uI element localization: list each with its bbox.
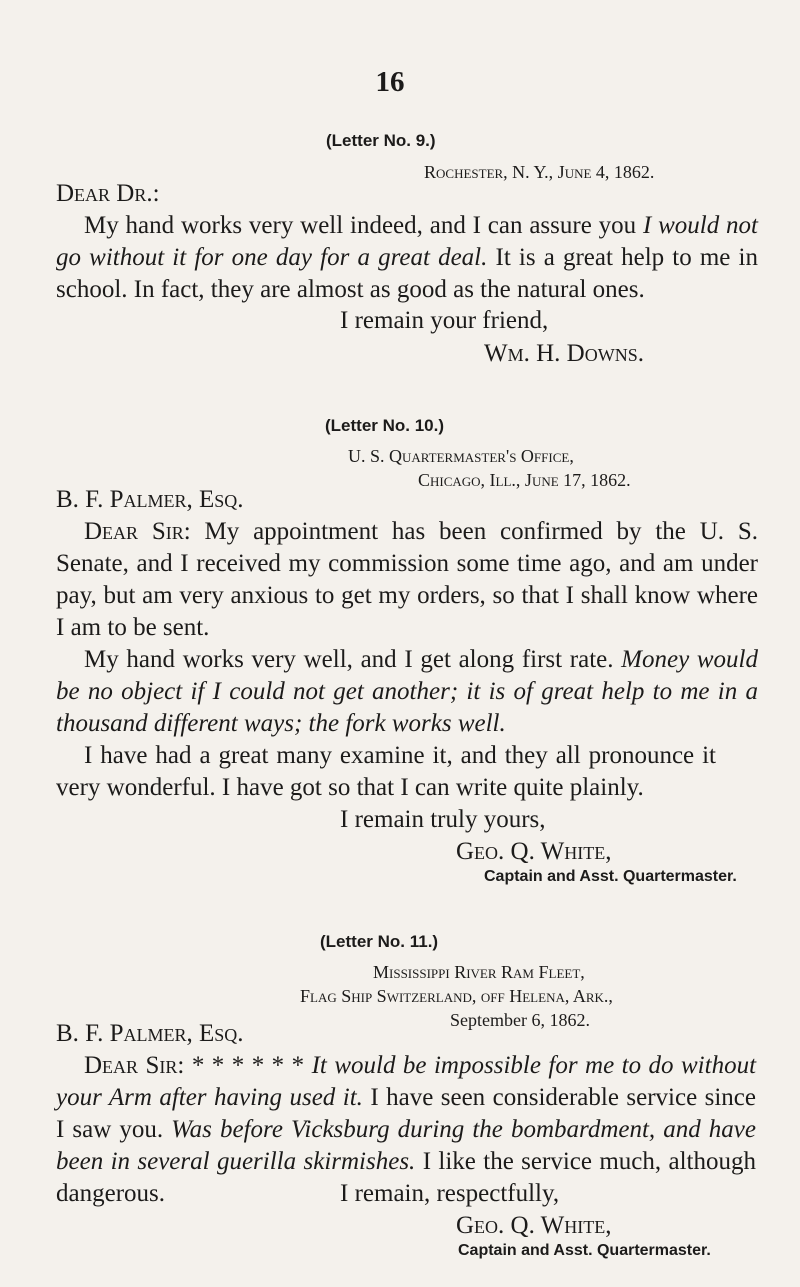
- letter-11-salutation: Dear Sir:: [84, 1052, 185, 1079]
- letter-10-para2: [56, 644, 758, 740]
- letter-10-salutation: Dear Sir:: [84, 518, 191, 545]
- letter-9-place-date: Rochester, N. Y., June 4, 1862.: [424, 162, 655, 182]
- letter-10-addressee: B. F. Palmer, Esq.: [56, 486, 244, 513]
- letter-11-heading: (Letter No. 11.): [320, 932, 439, 951]
- letter-11-italic1: It would be impossible for me to do without your Arm after having used it.: [56, 1052, 757, 1111]
- letter-10-para3-text: I have had a great many examine it, and they all pronounce it very wonderful. I have got so that I can write quite plainly.: [56, 742, 716, 801]
- letter-11-stars: * * * * * *: [184, 1052, 312, 1079]
- letter-9-heading: (Letter No. 9.): [326, 131, 436, 150]
- letter-10-signature: Geo. Q. White,: [456, 838, 612, 865]
- letter-11-signature: Geo. Q. White,: [456, 1212, 612, 1239]
- letter-9-body-plain1: My hand works very well indeed, and I can assure you: [84, 212, 643, 239]
- letter-9-salutation: Dear Dr.:: [56, 180, 160, 207]
- letter-11-title: Captain and Asst. Quartermaster.: [458, 1242, 711, 1259]
- letter-10-para2-italic: Money would be no object if I could not get another; it is of great help to me in a thousand different ways; the fork works well.: [56, 646, 758, 737]
- letter-9-body-italic: I would not go without it for one day for a great deal.: [56, 212, 758, 271]
- letter-11-plain2: I like the service much, although dangerous.: [56, 1148, 756, 1207]
- letter-10-place-line2: Chicago, Ill., June 17, 1862.: [418, 470, 631, 490]
- letter-11-closing: I remain, respectfully,: [340, 1180, 560, 1207]
- letter-9-closing: I remain your friend,: [340, 307, 549, 334]
- letter-10-title: Captain and Asst. Quartermaster.: [484, 868, 737, 885]
- letter-11-plain1: I have seen considerable service since I saw you.: [56, 1084, 756, 1143]
- letter-10-para1: [56, 516, 758, 644]
- letter-11-place-line1: Mississippi River Ram Fleet,: [373, 962, 585, 982]
- letter-11-place-line3: September 6, 1862.: [450, 1010, 590, 1030]
- letter-9-body: [56, 210, 758, 306]
- letter-10-heading: (Letter No. 10.): [325, 416, 445, 435]
- letter-9-body-plain2: It is a great help to me in school. In fact, they are almost as good as the natural ones.: [56, 244, 758, 303]
- letter-10-para1-text: My appointment has been confirmed by the U. S. Senate, and I received my commission some time ago, and am under pay, but am very anxious to get my orders, so that I shall know where I am to be sent.: [56, 518, 758, 641]
- letter-11-place-line2: Flag Ship Switzerland, off Helena, Ark.,: [300, 986, 613, 1006]
- letter-11-addressee: B. F. Palmer, Esq.: [56, 1020, 244, 1047]
- letter-10-para3: [56, 740, 716, 804]
- letter-10-place-line1: U. S. Quartermaster's Office,: [348, 446, 574, 466]
- letter-10-para2-plain: My hand works very well, and I get along first rate.: [84, 646, 622, 673]
- letter-11-italic2: Was before Vicksburg during the bombardment, and have been in several guerilla skirmishes.: [56, 1116, 756, 1175]
- letter-9-signature: Wm. H. Downs.: [484, 340, 644, 367]
- letter-10-closing: I remain truly yours,: [340, 806, 546, 833]
- page-number: 16: [375, 66, 405, 98]
